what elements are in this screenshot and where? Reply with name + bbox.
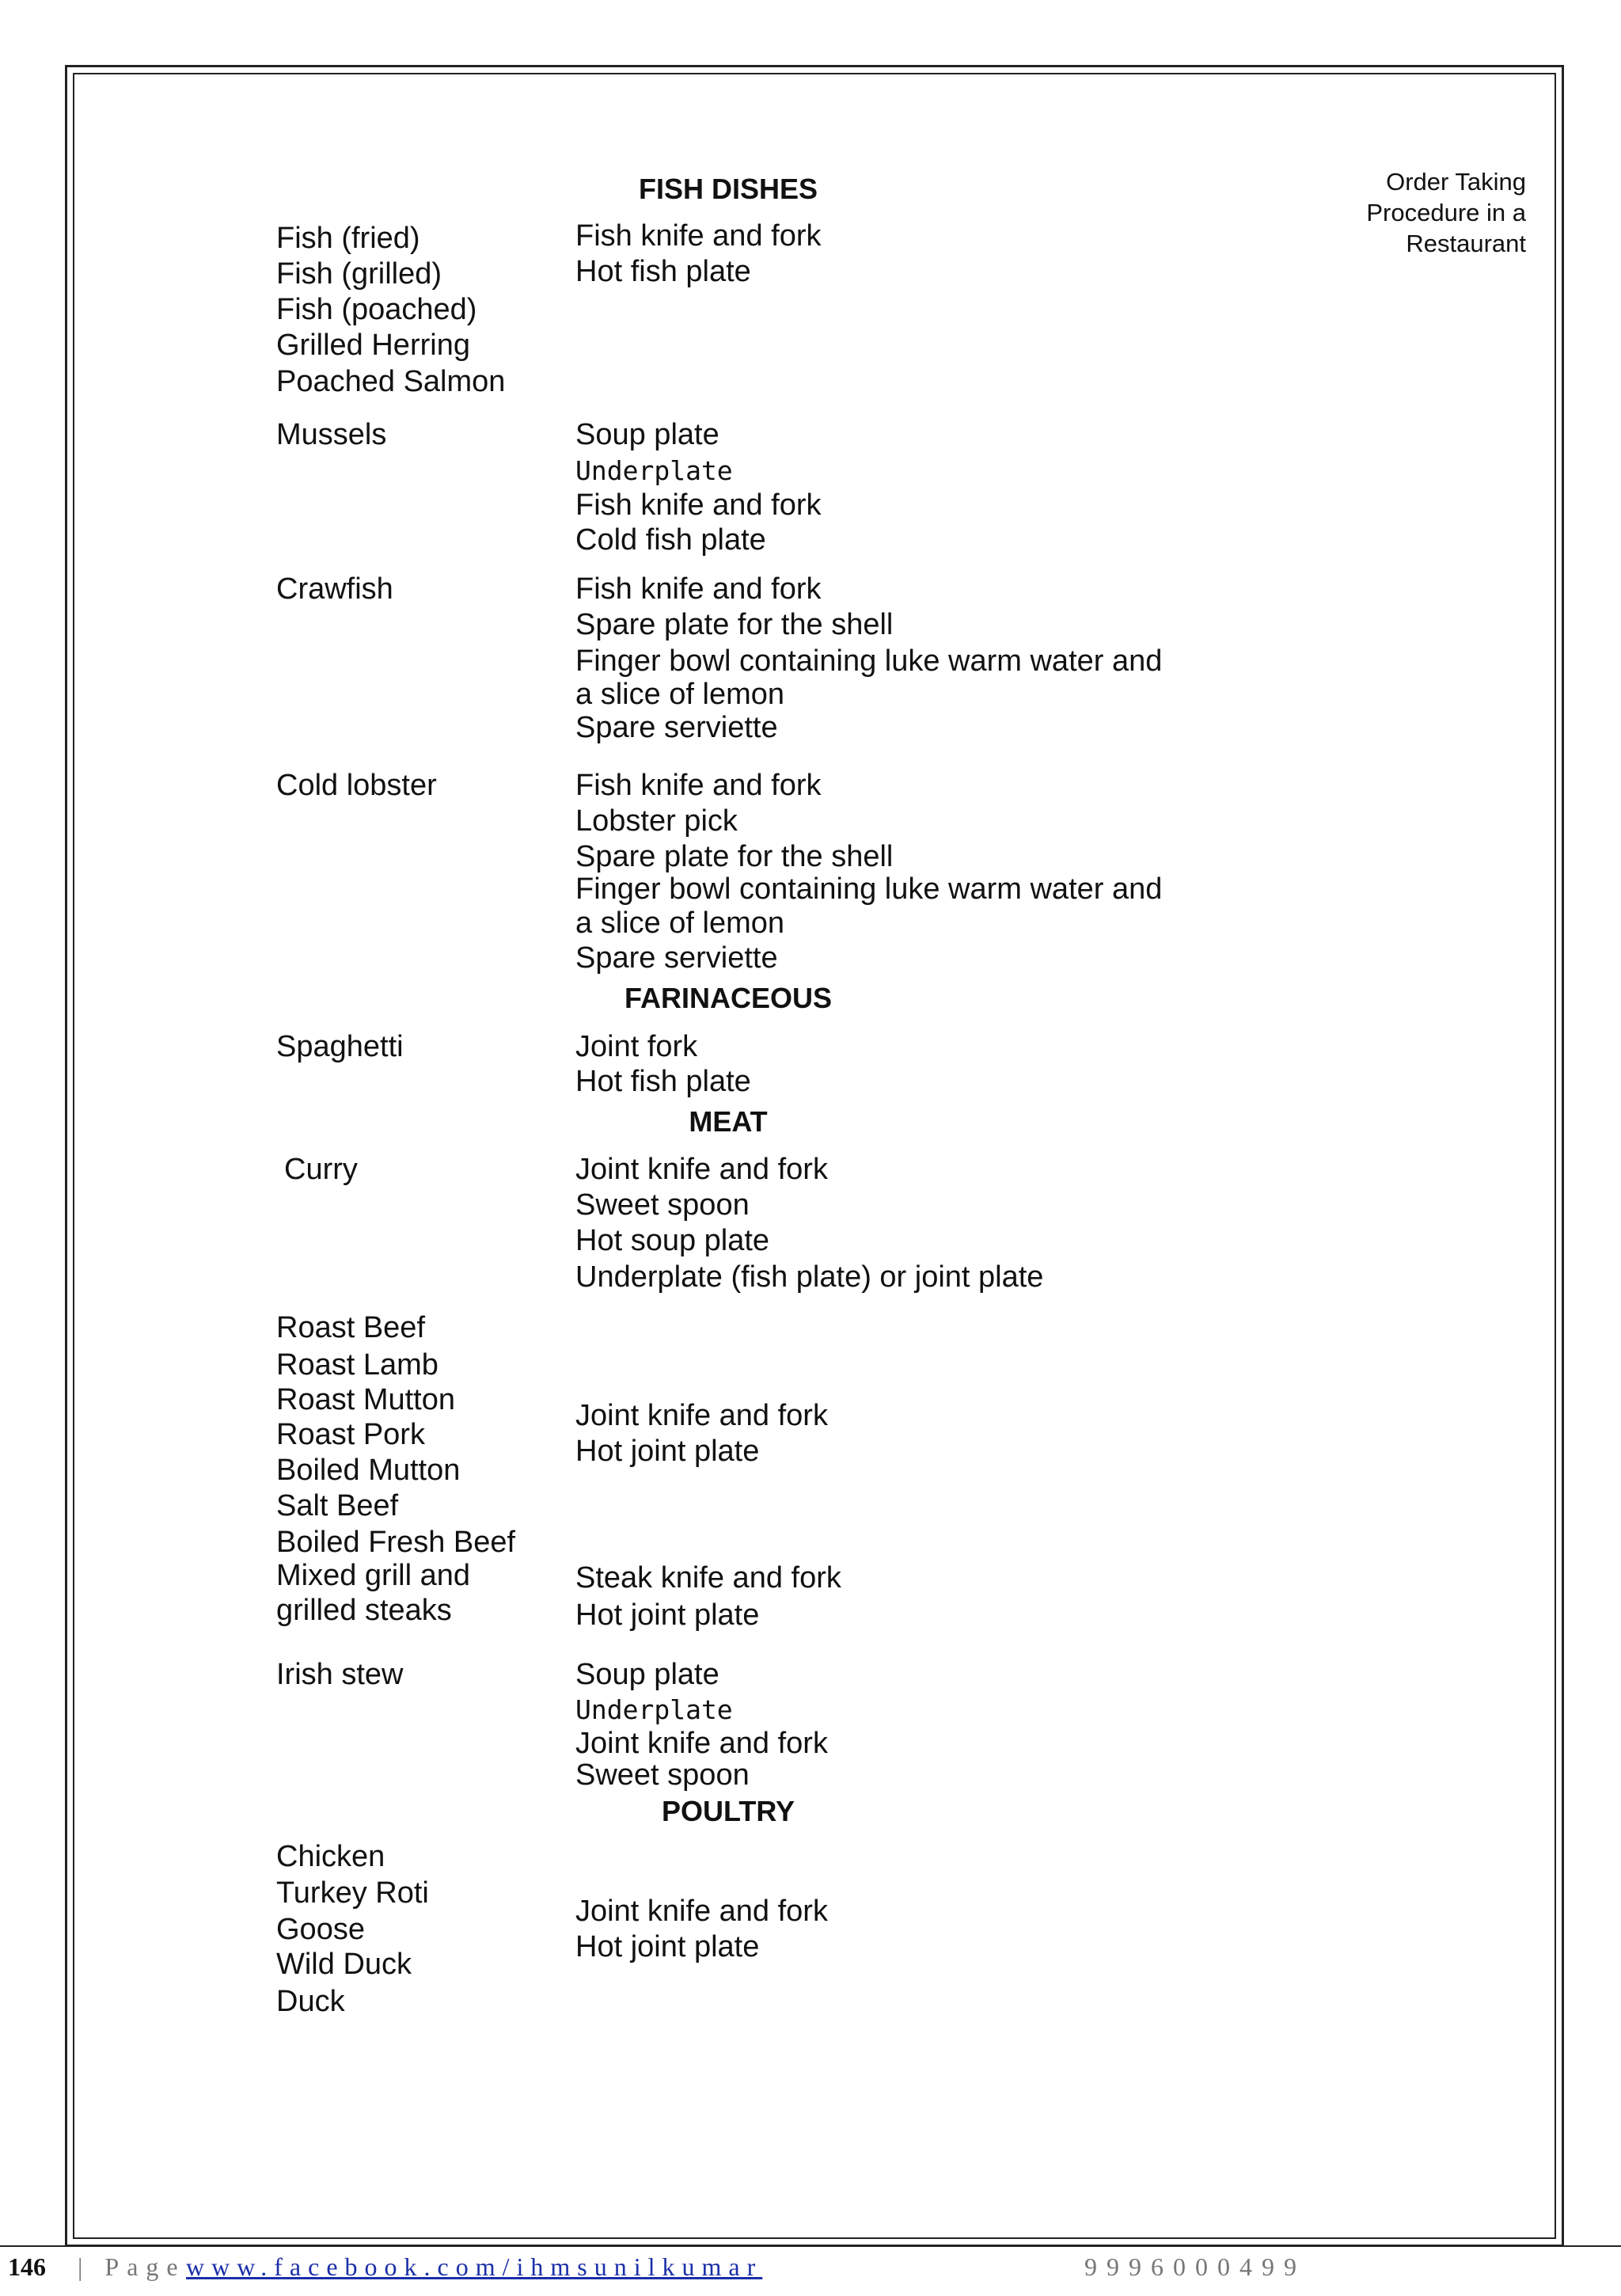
cover-item: Hot joint plate <box>575 1435 760 1468</box>
footer-divider <box>0 2245 1621 2247</box>
cover-item: Joint knife and fork <box>575 1727 828 1760</box>
dish-label: Mixed grill and <box>276 1559 470 1592</box>
dish-label: grilled steaks <box>276 1594 452 1627</box>
dish-label: Cold lobster <box>276 769 437 802</box>
dish-label: Wild Duck <box>276 1948 412 1981</box>
dish-label: Chicken <box>276 1840 385 1873</box>
dish-label: Duck <box>276 1985 345 2018</box>
dish-label: Boiled Fresh Beef <box>276 1526 516 1559</box>
cover-item: Underplate <box>575 1694 733 1725</box>
dish-label: Roast Mutton <box>276 1383 455 1416</box>
dish-label: Turkey Roti <box>276 1876 429 1910</box>
dish-label: Boiled Mutton <box>276 1454 461 1487</box>
cover-item: Hot fish plate <box>575 255 751 288</box>
facebook-link[interactable]: www.facebook.com/ihmsunilkumar <box>186 2252 763 2281</box>
dish-label: Curry <box>284 1153 358 1186</box>
cover-item: Hot joint plate <box>575 1598 760 1632</box>
cover-item: Finger bowl containing luke warm water and <box>575 644 1163 678</box>
cover-item: Sweet spoon <box>575 1758 750 1792</box>
dish-label: Salt Beef <box>276 1489 399 1522</box>
page-number: 146 <box>8 2252 46 2281</box>
dish-label: Poached Salmon <box>276 365 506 398</box>
dish-label: Fish (poached) <box>276 293 477 326</box>
page-footer <box>8 2252 1615 2284</box>
dish-label: Grilled Herring <box>276 329 470 362</box>
cover-item: Hot soup plate <box>575 1224 770 1257</box>
page-word: | Page <box>78 2252 186 2281</box>
cover-item: Steak knife and fork <box>575 1561 841 1595</box>
cover-item: Underplate (fish plate) or joint plate <box>575 1260 1044 1294</box>
dish-label: Irish stew <box>276 1658 404 1691</box>
dish-label: Mussels <box>276 418 387 451</box>
side-note-line: Order Taking <box>1386 168 1526 196</box>
cover-item: Joint fork <box>575 1030 698 1063</box>
cover-item: Soup plate <box>575 418 719 451</box>
heading-fish-dishes: FISH DISHES <box>638 173 818 205</box>
cover-item: Cold fish plate <box>575 523 766 557</box>
heading-meat: MEAT <box>689 1105 768 1138</box>
cover-item: Joint knife and fork <box>575 1399 828 1432</box>
dish-label: Fish (grilled) <box>276 257 442 291</box>
cover-item: Hot fish plate <box>575 1065 751 1098</box>
dish-label: Roast Beef <box>276 1311 425 1344</box>
cover-item: Finger bowl containing luke warm water and <box>575 872 1163 906</box>
cover-item: Spare serviette <box>575 711 778 744</box>
cover-item: Sweet spoon <box>575 1188 750 1222</box>
cover-item: Soup plate <box>575 1658 719 1691</box>
cover-item: Hot joint plate <box>575 1930 760 1963</box>
cover-item: Lobster pick <box>575 804 738 838</box>
dish-label: Fish (fried) <box>276 222 420 255</box>
dish-label: Roast Pork <box>276 1418 425 1451</box>
dish-label: Crawfish <box>276 572 393 606</box>
side-note-line: Procedure in a <box>1366 199 1526 226</box>
cover-item: Underplate <box>575 455 733 486</box>
cover-item: Spare plate for the shell <box>575 608 894 641</box>
phone-number: 9996000499 <box>1084 2252 1306 2281</box>
cover-item: a slice of lemon <box>575 907 785 940</box>
cover-item: Fish knife and fork <box>575 219 822 253</box>
cover-item: Fish knife and fork <box>575 572 822 606</box>
heading-poultry: POULTRY <box>662 1795 795 1827</box>
cover-item: Spare serviette <box>575 941 778 975</box>
side-note-line: Restaurant <box>1406 230 1526 257</box>
cover-item: Joint knife and fork <box>575 1153 828 1186</box>
heading-farinaceous: FARINACEOUS <box>624 982 833 1014</box>
dish-label: Spaghetti <box>276 1030 404 1063</box>
cover-item: Fish knife and fork <box>575 488 822 522</box>
dish-label: Goose <box>276 1913 365 1946</box>
cover-item: a slice of lemon <box>575 678 785 711</box>
cover-item: Spare plate for the shell <box>575 840 894 873</box>
dish-label: Roast Lamb <box>276 1348 438 1382</box>
cover-item: Fish knife and fork <box>575 769 822 802</box>
cover-item: Joint knife and fork <box>575 1895 828 1928</box>
